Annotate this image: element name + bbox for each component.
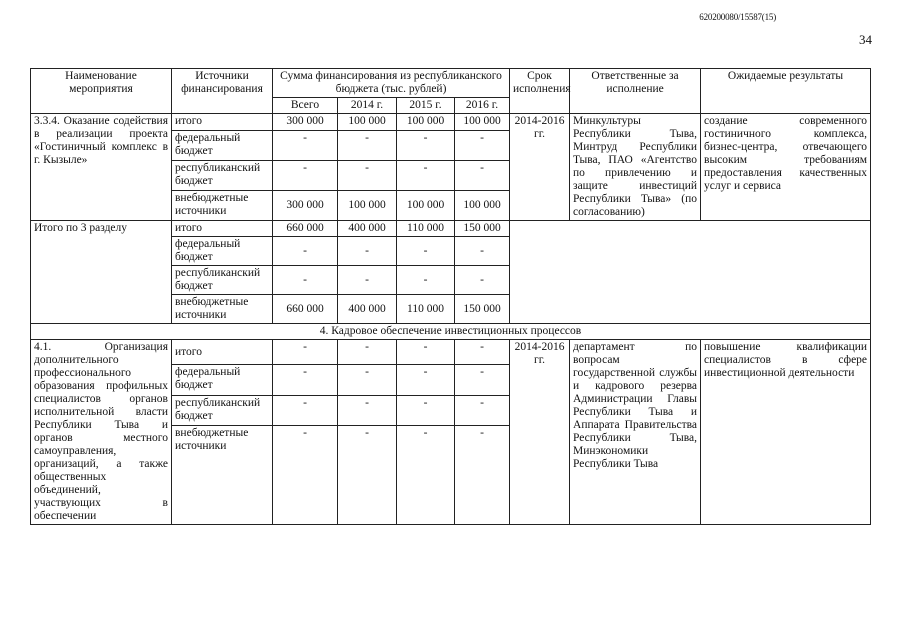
value-2015: - — [397, 130, 455, 160]
value-total: 300 000 — [273, 190, 338, 220]
value-2015: - — [397, 160, 455, 190]
value-2016: 100 000 — [455, 190, 510, 220]
header-term: Срок исполнения — [510, 69, 570, 114]
header-2016: 2016 г. — [455, 98, 510, 114]
value-2014: - — [338, 237, 397, 266]
value-2016: - — [455, 266, 510, 295]
value-total: - — [273, 365, 338, 396]
source-cell: республиканский бюджет — [172, 395, 273, 426]
value-total: - — [273, 426, 338, 525]
header-sum: Сумма финансирования из республиканского бюджета (тыс. рублей) — [273, 69, 510, 98]
value-total: - — [273, 395, 338, 426]
value-total: - — [273, 237, 338, 266]
value-2014: - — [338, 130, 397, 160]
source-cell: итого — [172, 340, 273, 365]
value-2016: - — [455, 365, 510, 396]
value-2014: - — [338, 160, 397, 190]
value-2015: 110 000 — [397, 295, 455, 324]
value-2015: - — [397, 365, 455, 396]
value-total: 660 000 — [273, 221, 338, 237]
value-2015: - — [397, 395, 455, 426]
header-event: Наименование мероприятия — [31, 69, 172, 114]
value-2015: 110 000 — [397, 221, 455, 237]
value-2015: - — [397, 237, 455, 266]
source-cell: республиканский бюджет — [172, 266, 273, 295]
value-2016: - — [455, 160, 510, 190]
header-source: Источники финансирования — [172, 69, 273, 114]
source-cell: итого — [172, 221, 273, 237]
section-title: 4. Кадровое обеспечение инвестиционных процессов — [31, 324, 871, 340]
value-2014: - — [338, 340, 397, 365]
value-2015: 100 000 — [397, 114, 455, 131]
value-2016: - — [455, 237, 510, 266]
value-total: - — [273, 340, 338, 365]
source-cell: внебюджетные источники — [172, 295, 273, 324]
source-cell: федеральный бюджет — [172, 130, 273, 160]
value-2015: 100 000 — [397, 190, 455, 220]
value-2014: - — [338, 426, 397, 525]
value-2016: - — [455, 340, 510, 365]
event-cell: Итого по 3 разделу — [31, 221, 172, 324]
value-2016: - — [455, 130, 510, 160]
value-total: 660 000 — [273, 295, 338, 324]
value-2014: 100 000 — [338, 190, 397, 220]
value-2015: - — [397, 266, 455, 295]
source-cell: итого — [172, 114, 273, 131]
value-total: - — [273, 130, 338, 160]
value-2014: - — [338, 395, 397, 426]
value-2016: 100 000 — [455, 114, 510, 131]
source-cell: федеральный бюджет — [172, 365, 273, 396]
header-responsible: Ответственные за исполнение — [570, 69, 701, 114]
value-2014: 400 000 — [338, 295, 397, 324]
value-2016: 150 000 — [455, 221, 510, 237]
value-total: - — [273, 160, 338, 190]
header-2014: 2014 г. — [338, 98, 397, 114]
value-total: - — [273, 266, 338, 295]
source-cell: республиканский бюджет — [172, 160, 273, 190]
value-2014: 100 000 — [338, 114, 397, 131]
source-cell: внебюджетные источники — [172, 426, 273, 525]
value-2016: 150 000 — [455, 295, 510, 324]
event-cell: 3.3.4. Оказание содействия в реализации проекта «Гостиничный комплекс в г. Кызыле» — [31, 114, 172, 221]
value-2014: - — [338, 266, 397, 295]
financing-table — [30, 68, 871, 525]
value-2016: - — [455, 426, 510, 525]
header-total: Всего — [273, 98, 338, 114]
value-2015: - — [397, 426, 455, 525]
empty-cell — [510, 221, 871, 324]
source-cell: внебюджетные источники — [172, 190, 273, 220]
value-total: 300 000 — [273, 114, 338, 131]
value-2015: - — [397, 340, 455, 365]
page-number: 34 — [859, 32, 872, 47]
responsible-cell: департамент по вопросам государственной службы и кадрового резерва Администрации Главы Республики Тыва и Аппарата Правительства Республики Тыва, Минэкономики Республики Тыва — [570, 340, 701, 525]
value-2014: 400 000 — [338, 221, 397, 237]
header-results: Ожидаемые результаты — [701, 69, 871, 114]
document-number: 620200080/15587(15) — [699, 12, 776, 22]
responsible-cell: Минкультуры Республики Тыва, Минтруд Республики Тыва, ПАО «Агентство по привлечению и защите инвестиций Республики Тыва» (по согласованию) — [570, 114, 701, 221]
term-cell: 2014-2016 гг. — [510, 340, 570, 525]
results-cell: повышение квалификации специалистов в сфере инвестиционной деятельности — [701, 340, 871, 525]
event-cell: 4.1. Организация дополнительного профессионального образования профильных специалистов органов исполнительной власти Республики Тыва и органов местного самоуправления, организаций, а также общественных объединений, участвующих в обеспечении — [31, 340, 172, 525]
results-cell: создание современного гостиничного комплекса, бизнес-центра, отвечающего высоким требованиям предоставления качественных услуг и сервиса — [701, 114, 871, 221]
header-2015: 2015 г. — [397, 98, 455, 114]
value-2016: - — [455, 395, 510, 426]
source-cell: федеральный бюджет — [172, 237, 273, 266]
value-2014: - — [338, 365, 397, 396]
term-cell: 2014-2016 гг. — [510, 114, 570, 221]
